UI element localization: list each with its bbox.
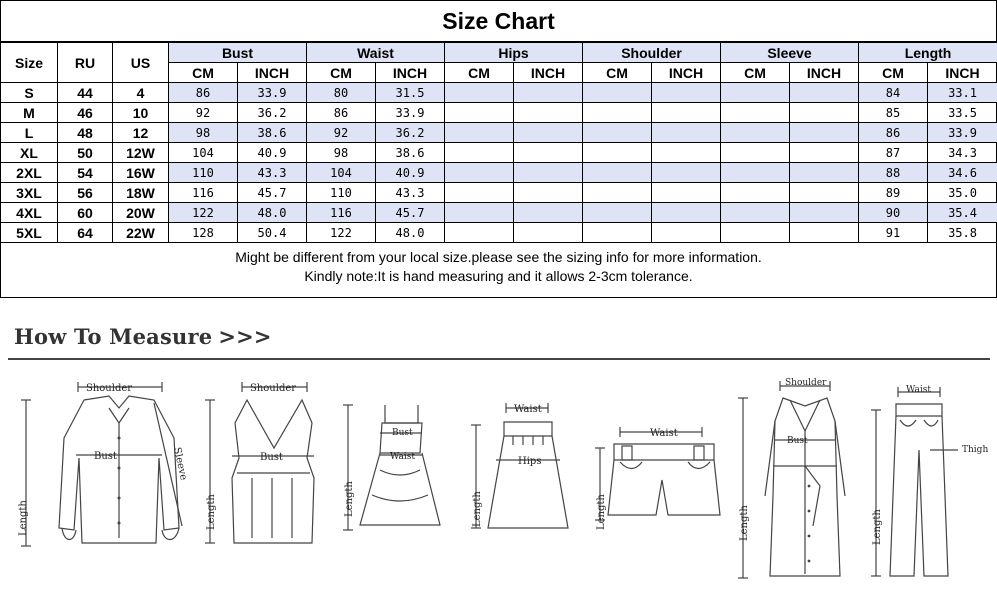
header-size: Size [1, 43, 58, 83]
cell-bust-cm: 116 [169, 183, 238, 203]
cell-sleeve-cm [721, 123, 790, 143]
cell-shoulder-cm [583, 143, 652, 163]
how-to-measure-text: How To Measure [14, 324, 213, 349]
coat-length-label: Length [739, 505, 750, 541]
cell-bust-cm: 122 [169, 203, 238, 223]
cell-sleeve-cm [721, 143, 790, 163]
table-row [1, 163, 997, 183]
cell-hips-in [514, 163, 583, 183]
cell-waist-in: 36.2 [376, 123, 445, 143]
how-to-measure-title [14, 324, 272, 349]
blouse-bust-label: Bust [94, 451, 117, 462]
cell-shoulder-in [652, 143, 721, 163]
cell-sleeve-cm [721, 223, 790, 243]
skirt-sketch-icon [468, 400, 578, 540]
cell-sleeve-cm [721, 103, 790, 123]
top-figure [202, 378, 322, 568]
size-table [0, 42, 997, 243]
cell-sleeve-in [790, 103, 859, 123]
cell-bust-cm: 128 [169, 223, 238, 243]
cell-size: 2XL [1, 163, 58, 183]
cell-us: 10 [113, 103, 169, 123]
cell-hips-in [514, 143, 583, 163]
header-hips-inch: INCH [514, 63, 583, 83]
table-row [1, 83, 997, 103]
cell-length-in: 33.1 [928, 83, 997, 103]
cell-bust-in: 50.4 [238, 223, 307, 243]
cell-length-cm: 88 [859, 163, 928, 183]
cell-size: XL [1, 143, 58, 163]
cell-bust-cm: 104 [169, 143, 238, 163]
cell-shoulder-in [652, 223, 721, 243]
cell-sleeve-in [790, 143, 859, 163]
cell-shoulder-in [652, 203, 721, 223]
cell-waist-in: 31.5 [376, 83, 445, 103]
cell-length-in: 35.4 [928, 203, 997, 223]
cell-bust-in: 36.2 [238, 103, 307, 123]
cell-waist-in: 45.7 [376, 203, 445, 223]
cell-hips-in [514, 83, 583, 103]
cell-size: 4XL [1, 203, 58, 223]
top-length-label: Length [206, 494, 217, 530]
pants-length-label: Length [872, 509, 883, 545]
header-sleeve: Sleeve [721, 43, 859, 63]
cell-hips-cm [445, 83, 514, 103]
cell-ru: 64 [58, 223, 113, 243]
header-shoulder: Shoulder [583, 43, 721, 63]
pants-thigh-label: Thigh [962, 445, 989, 455]
coat-figure [735, 376, 845, 586]
coat-shoulder-label: Shoulder [785, 378, 827, 388]
dress-waist-label: Waist [390, 452, 415, 462]
cell-us: 16W [113, 163, 169, 183]
cell-waist-cm: 86 [307, 103, 376, 123]
cell-shoulder-cm [583, 163, 652, 183]
header-ru: RU [58, 43, 113, 83]
cell-shoulder-cm [583, 103, 652, 123]
pants-sketch-icon [868, 380, 993, 585]
cell-hips-cm [445, 143, 514, 163]
cell-waist-cm: 80 [307, 83, 376, 103]
cell-shoulder-in [652, 83, 721, 103]
cell-length-in: 33.5 [928, 103, 997, 123]
dress-length-label: Length [344, 481, 355, 517]
cell-ru: 56 [58, 183, 113, 203]
cell-length-cm: 90 [859, 203, 928, 223]
blouse-sleeve-label: Sleeve [171, 446, 189, 482]
cell-us: 12 [113, 123, 169, 143]
cell-bust-cm: 92 [169, 103, 238, 123]
cell-ru: 60 [58, 203, 113, 223]
header-length-inch: INCH [928, 63, 997, 83]
pants-waist-label: Waist [906, 385, 931, 395]
cell-waist-in: 48.0 [376, 223, 445, 243]
table-row [1, 223, 997, 243]
cell-waist-cm: 116 [307, 203, 376, 223]
cell-bust-in: 40.9 [238, 143, 307, 163]
cell-us: 12W [113, 143, 169, 163]
cell-waist-in: 38.6 [376, 143, 445, 163]
coat-sketch-icon [735, 376, 845, 586]
table-row [1, 143, 997, 163]
cell-size: M [1, 103, 58, 123]
cell-waist-in: 43.3 [376, 183, 445, 203]
cell-bust-cm: 98 [169, 123, 238, 143]
cell-bust-in: 43.3 [238, 163, 307, 183]
cell-bust-in: 33.9 [238, 83, 307, 103]
cell-sleeve-in [790, 223, 859, 243]
header-hips: Hips [445, 43, 583, 63]
header-us: US [113, 43, 169, 83]
cell-bust-in: 45.7 [238, 183, 307, 203]
cell-length-cm: 86 [859, 123, 928, 143]
cell-hips-cm [445, 123, 514, 143]
cell-shoulder-in [652, 103, 721, 123]
skirt-figure [468, 400, 578, 540]
cell-us: 20W [113, 203, 169, 223]
coat-bust-label: Bust [787, 436, 808, 446]
dress-sketch-icon [340, 395, 450, 540]
cell-bust-cm: 110 [169, 163, 238, 183]
cell-length-cm: 84 [859, 83, 928, 103]
header-bust-inch: INCH [238, 63, 307, 83]
cell-us: 4 [113, 83, 169, 103]
table-row [1, 183, 997, 203]
arrows-icon: >>> [218, 324, 272, 349]
cell-hips-in [514, 183, 583, 203]
cell-length-in: 34.3 [928, 143, 997, 163]
cell-shoulder-cm [583, 223, 652, 243]
cell-length-in: 34.6 [928, 163, 997, 183]
cell-us: 18W [113, 183, 169, 203]
dress-figure [340, 395, 450, 540]
cell-ru: 48 [58, 123, 113, 143]
shorts-figure [592, 420, 727, 530]
top-shoulder-label: Shoulder [250, 383, 297, 394]
cell-shoulder-in [652, 123, 721, 143]
cell-length-in: 33.9 [928, 123, 997, 143]
cell-hips-cm [445, 183, 514, 203]
cell-sleeve-in [790, 203, 859, 223]
cell-shoulder-in [652, 163, 721, 183]
cell-waist-cm: 104 [307, 163, 376, 183]
cell-us: 22W [113, 223, 169, 243]
cell-ru: 54 [58, 163, 113, 183]
top-bust-label: Bust [260, 452, 283, 463]
cell-sleeve-in [790, 183, 859, 203]
notes [0, 248, 997, 286]
header-waist: Waist [307, 43, 445, 63]
table-row [1, 103, 997, 123]
cell-waist-cm: 98 [307, 143, 376, 163]
header-length: Length [859, 43, 997, 63]
cell-length-cm: 85 [859, 103, 928, 123]
divider [8, 358, 990, 360]
header-sleeve-inch: INCH [790, 63, 859, 83]
pants-figure [868, 380, 993, 585]
blouse-sketch-icon [14, 378, 194, 568]
skirt-length-label: Length [472, 491, 483, 527]
cell-ru: 44 [58, 83, 113, 103]
header-waist-inch: INCH [376, 63, 445, 83]
header-sleeve-cm: CM [721, 63, 790, 83]
cell-hips-in [514, 103, 583, 123]
cell-hips-in [514, 123, 583, 143]
cell-length-cm: 91 [859, 223, 928, 243]
cell-shoulder-cm [583, 123, 652, 143]
cell-size: 5XL [1, 223, 58, 243]
header-bust: Bust [169, 43, 307, 63]
cell-hips-cm [445, 203, 514, 223]
cell-sleeve-cm [721, 203, 790, 223]
cell-length-in: 35.0 [928, 183, 997, 203]
shorts-length-label: Length [596, 494, 607, 530]
top-sketch-icon [202, 378, 322, 568]
table-row [1, 123, 997, 143]
header-bust-cm: CM [169, 63, 238, 83]
header-waist-cm: CM [307, 63, 376, 83]
page-title: Size Chart [0, 0, 997, 42]
note-line-1: Might be different from your local size.please see the sizing info for more information. [235, 249, 762, 265]
cell-hips-cm [445, 163, 514, 183]
cell-ru: 46 [58, 103, 113, 123]
cell-shoulder-in [652, 183, 721, 203]
cell-length-cm: 87 [859, 143, 928, 163]
note-line-2: Kindly note:It is hand measuring and it allows 2-3cm tolerance. [304, 268, 693, 284]
cell-sleeve-cm [721, 183, 790, 203]
cell-bust-in: 38.6 [238, 123, 307, 143]
cell-waist-in: 40.9 [376, 163, 445, 183]
skirt-hips-label: Hips [518, 456, 542, 467]
header-shoulder-inch: INCH [652, 63, 721, 83]
cell-shoulder-cm [583, 203, 652, 223]
cell-shoulder-cm [583, 83, 652, 103]
header-length-cm: CM [859, 63, 928, 83]
blouse-figure [14, 378, 194, 568]
cell-sleeve-cm [721, 83, 790, 103]
dress-bust-label: Bust [392, 428, 413, 438]
cell-length-in: 35.8 [928, 223, 997, 243]
blouse-length-label: Length [18, 500, 29, 536]
blouse-shoulder-label: Shoulder [86, 383, 133, 394]
cell-waist-in: 33.9 [376, 103, 445, 123]
cell-waist-cm: 122 [307, 223, 376, 243]
cell-shoulder-cm [583, 183, 652, 203]
table-row [1, 203, 997, 223]
cell-bust-cm: 86 [169, 83, 238, 103]
cell-sleeve-in [790, 163, 859, 183]
cell-sleeve-in [790, 123, 859, 143]
cell-hips-in [514, 223, 583, 243]
cell-waist-cm: 110 [307, 183, 376, 203]
cell-length-cm: 89 [859, 183, 928, 203]
shorts-waist-label: Waist [650, 428, 678, 439]
skirt-waist-label: Waist [514, 404, 542, 415]
shorts-sketch-icon [592, 420, 727, 530]
cell-hips-cm [445, 223, 514, 243]
cell-size: S [1, 83, 58, 103]
cell-waist-cm: 92 [307, 123, 376, 143]
cell-ru: 50 [58, 143, 113, 163]
cell-sleeve-cm [721, 163, 790, 183]
header-shoulder-cm: CM [583, 63, 652, 83]
cell-hips-in [514, 203, 583, 223]
cell-sleeve-in [790, 83, 859, 103]
header-hips-cm: CM [445, 63, 514, 83]
cell-size: 3XL [1, 183, 58, 203]
cell-hips-cm [445, 103, 514, 123]
cell-bust-in: 48.0 [238, 203, 307, 223]
cell-size: L [1, 123, 58, 143]
